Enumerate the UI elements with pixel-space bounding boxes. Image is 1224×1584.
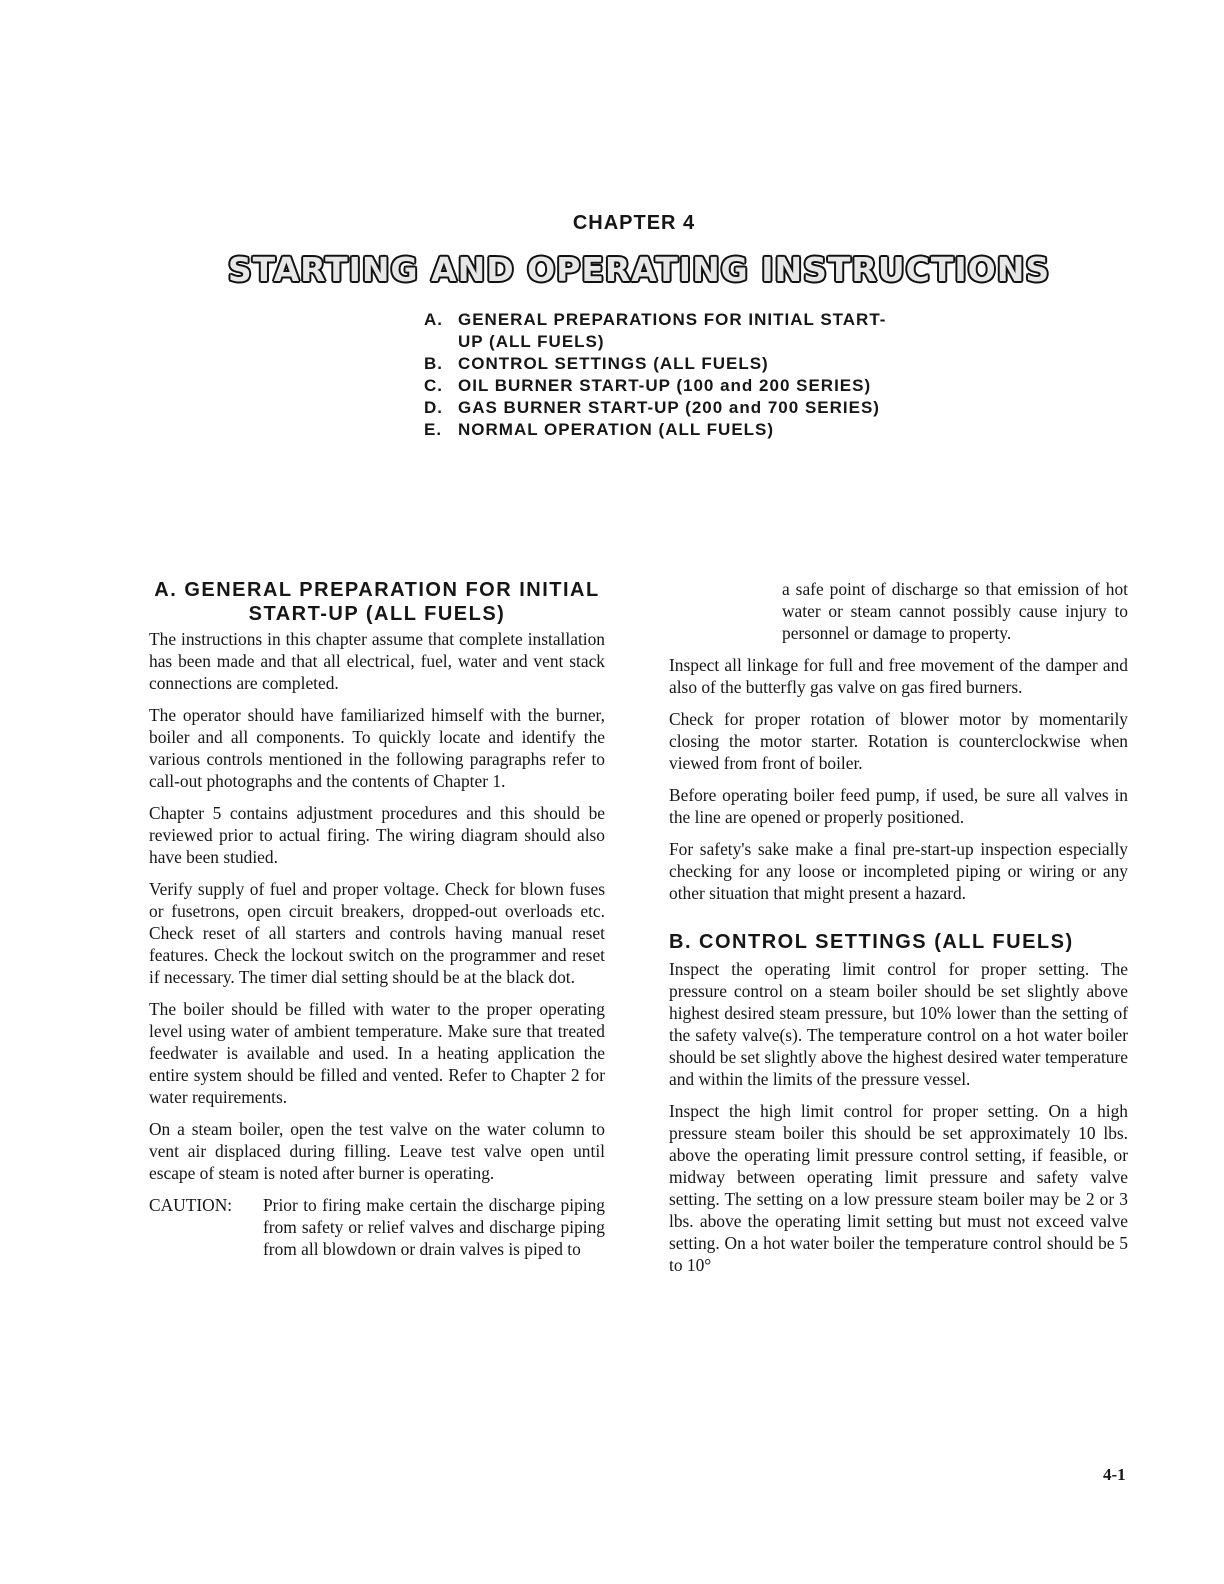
paragraph: The operator should have familiarized himself with the burner, boiler and all components. To quickly locate and identify the various controls mentioned in the following paragraphs refer to call-out photographs and the contents of Chapter 1. xyxy=(149,705,605,791)
paragraph: The instructions in this chapter assume that complete installation has been made and that all electrical, fuel, water and vent stack connections are completed. xyxy=(149,629,605,693)
caution-continued: a safe point of discharge so that emission of hot water or steam cannot possibly cause injury to personnel or damage to property. xyxy=(782,579,1128,643)
caution-label: CAUTION: xyxy=(149,1195,233,1215)
paragraph: The boiler should be filled with water to the proper operating level using water of ambient temperature. Make sure that treated feedwater is available and used. In a heating application the entire system should be filled and vented. Refer to Chapter 2 for water requirements. xyxy=(149,999,605,1107)
right-column xyxy=(669,578,1128,1286)
paragraph: Verify supply of fuel and proper voltage. Check for blown fuses or fusetrons, open circuit breakers, dropped-out overloads etc. Check reset of all starters and controls having manual reset features. Check the lockout switch on the programmer and reset if necessary. The timer dial setting should be at the black dot. xyxy=(149,879,605,987)
page-number: 4-1 xyxy=(1103,1465,1126,1484)
paragraph: On a steam boiler, open the test valve on the water column to vent air displaced during filling. Leave test valve open until escape of steam is noted after burner is operating. xyxy=(149,1119,605,1183)
paragraph: Before operating boiler feed pump, if used, be sure all valves in the line are opened or properly positioned. xyxy=(669,785,1128,827)
toc-text: NORMAL OPERATION (ALL FUELS) xyxy=(458,420,775,439)
caution-text: Prior to firing make certain the discharge piping from safety or relief valves and discharge piping from all blowdown or drain valves is piped to xyxy=(263,1195,605,1259)
paragraph: Inspect the high limit control for proper setting. On a high pressure steam boiler this should be set approximately 10 lbs. above the operating limit pressure control setting, if feasible, or midway between operating limit pressure and safety valve setting. The setting on a low pressure steam boiler may be 2 or 3 lbs. above the operating limit setting but must not exceed valve setting. On a hot water boiler the temperature control should be 5 to 10° xyxy=(669,1101,1128,1275)
toc-item xyxy=(424,353,894,375)
paragraph: Inspect the operating limit control for proper setting. The pressure control on a steam boiler should be set slightly above highest desired steam pressure, but 10% lower than the setting of the safety valve(s). The temperature control on a hot water boiler should be set slightly above the highest desired water temperature and within the limits of the pressure vessel. xyxy=(669,959,1128,1089)
toc-item xyxy=(424,309,894,353)
section-b-heading: B. CONTROL SETTINGS (ALL FUELS) xyxy=(669,931,1074,953)
toc-item xyxy=(424,419,894,441)
caution-note xyxy=(149,1194,605,1260)
paragraph: Chapter 5 contains adjustment procedures and this should be reviewed prior to actual firing. The wiring diagram should also have been studied. xyxy=(149,803,605,867)
toc-text: OIL BURNER START-UP (100 and 200 SERIES) xyxy=(458,376,872,395)
paragraph: Check for proper rotation of blower motor by momentarily closing the motor starter. Rotation is counterclockwise when viewed from front of boiler. xyxy=(669,709,1128,773)
toc-letter: C. xyxy=(424,376,443,395)
toc-text: CONTROL SETTINGS (ALL FUELS) xyxy=(458,354,769,373)
toc-text: GENERAL PREPARATIONS FOR INITIAL START-UP (ALL FUELS) xyxy=(458,310,887,351)
toc-text: GAS BURNER START-UP (200 and 700 SERIES) xyxy=(458,398,880,417)
toc-letter: E. xyxy=(424,420,443,439)
toc-item xyxy=(424,397,894,419)
left-column xyxy=(149,578,605,1260)
toc-letter: D. xyxy=(424,398,443,417)
chapter-contents xyxy=(424,309,894,441)
paragraph: Inspect all linkage for full and free movement of the damper and also of the butterfly gas valve on gas fired burners. xyxy=(669,655,1128,697)
toc-letter: A. xyxy=(424,310,443,329)
chapter-label: CHAPTER 4 xyxy=(572,212,696,234)
paragraph: For safety's sake make a final pre-start-up inspection especially checking for any loose or incompleted piping or wiring or any other situation that might present a hazard. xyxy=(669,839,1128,903)
toc-item xyxy=(424,375,894,397)
toc-letter: B. xyxy=(424,354,443,373)
chapter-title: STARTING AND OPERATING INSTRUCTIONS xyxy=(227,250,1051,289)
section-a-heading: A. GENERAL PREPARATION FOR INITIAL START-UP (ALL FUELS) xyxy=(154,579,600,625)
